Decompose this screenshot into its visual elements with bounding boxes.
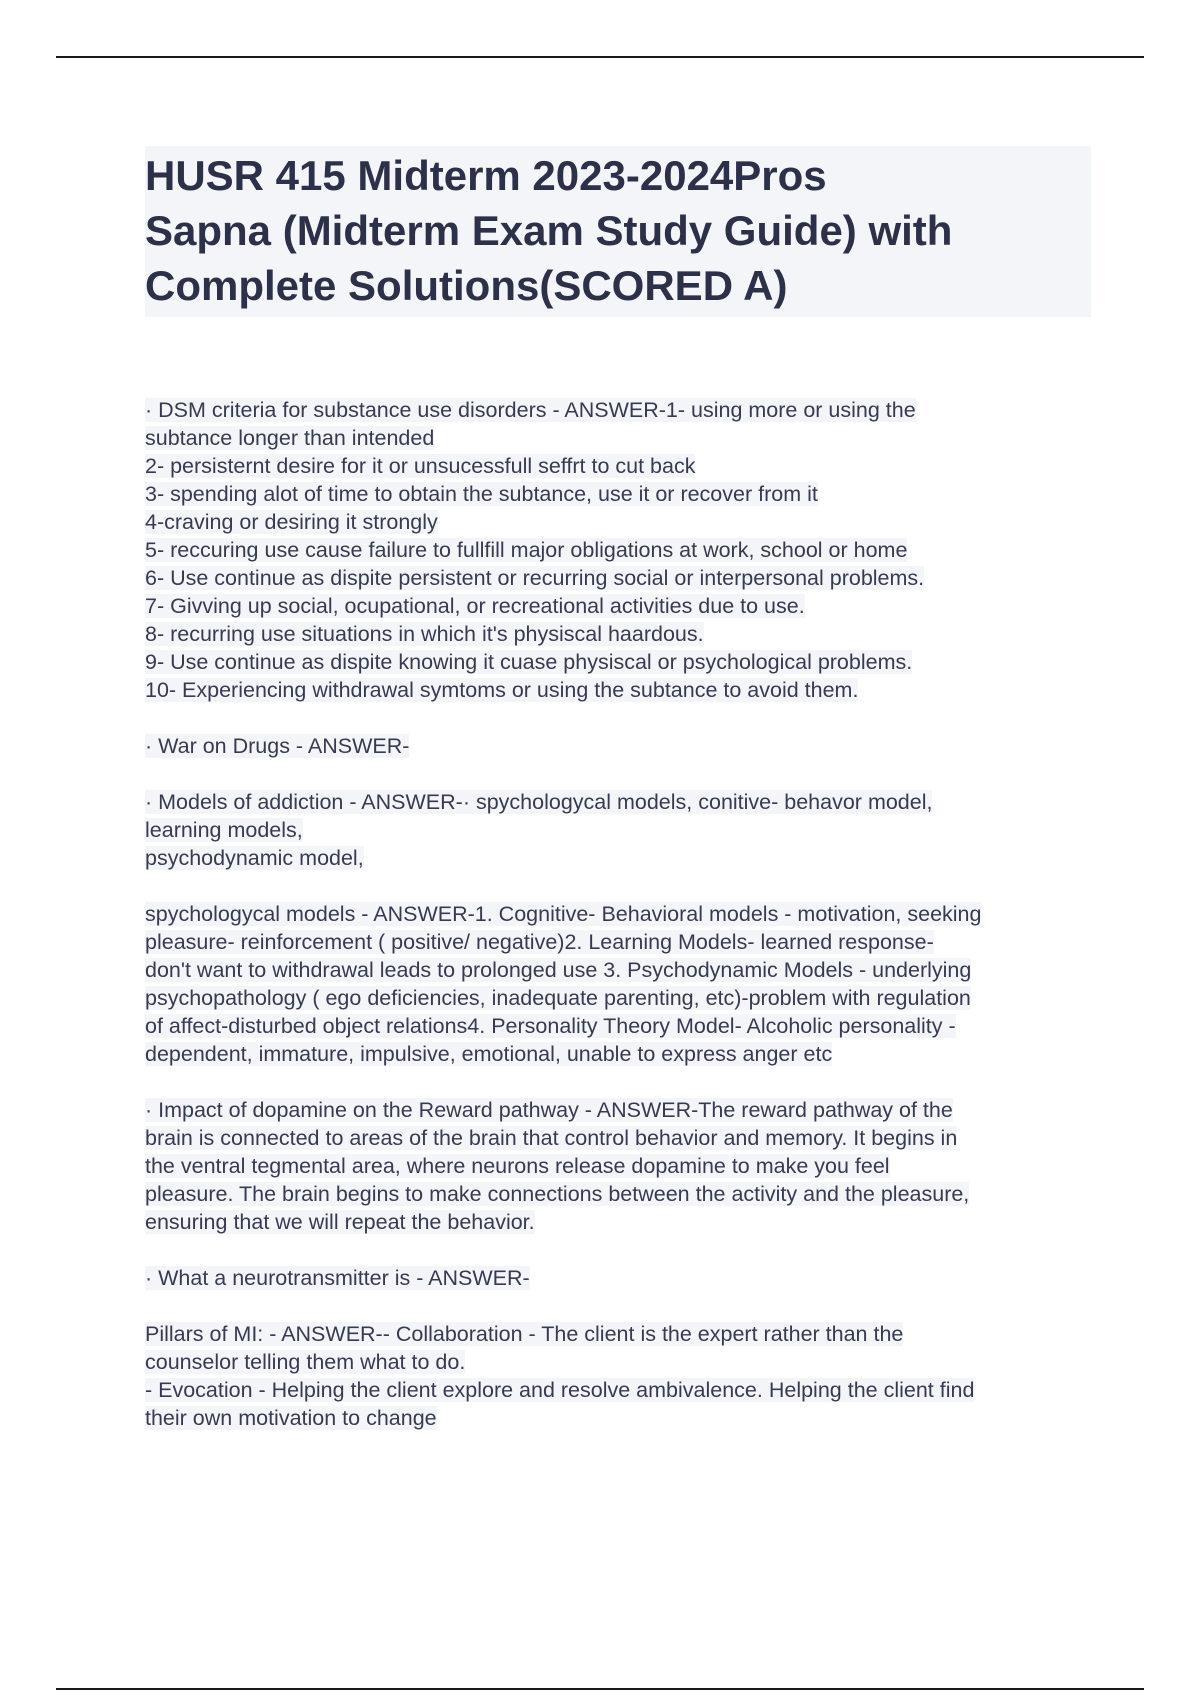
text-line bbox=[145, 788, 1095, 816]
text-line-content: 9- Use continue as dispite knowing it cuase physiscal or psychological problems. bbox=[145, 650, 913, 674]
text-line bbox=[145, 732, 1095, 760]
text-line-content: 7- Givving up social, ocupational, or recreational activities due to use. bbox=[145, 594, 805, 618]
document-body bbox=[145, 396, 1095, 1460]
text-line bbox=[145, 452, 1095, 480]
text-line-content: 3- spending alot of time to obtain the subtance, use it or recover from it bbox=[145, 482, 818, 506]
text-line-content: counselor telling them what to do. bbox=[145, 1350, 466, 1374]
text-line bbox=[145, 1208, 1095, 1236]
text-line-content: dependent, immature, impulsive, emotional, unable to express anger etc bbox=[145, 1042, 833, 1066]
text-line bbox=[145, 564, 1095, 592]
footer-rule bbox=[56, 1688, 1144, 1690]
title-line: HUSR 415 Midterm 2023-2024Pros bbox=[145, 152, 827, 199]
text-line bbox=[145, 1012, 1095, 1040]
text-line-content: ensuring that we will repeat the behavior. bbox=[145, 1210, 535, 1234]
text-line bbox=[145, 536, 1095, 564]
text-line bbox=[145, 1124, 1095, 1152]
text-line bbox=[145, 480, 1095, 508]
text-line-content: spychologycal models - ANSWER-1. Cognitive- Behavioral models - motivation, seeking bbox=[145, 902, 982, 926]
qa-entry bbox=[145, 396, 1095, 704]
text-line bbox=[145, 1404, 1095, 1432]
text-line-content: brain is connected to areas of the brain that control behavior and memory. It begins in bbox=[145, 1126, 958, 1150]
text-line bbox=[145, 1180, 1095, 1208]
qa-entry bbox=[145, 1264, 1095, 1292]
title-line: Sapna (Midterm Exam Study Guide) with bbox=[145, 207, 953, 254]
text-line-content: 8- recurring use situations in which it's physiscal haardous. bbox=[145, 622, 704, 646]
text-line-content: Pillars of MI: - ANSWER-- Collaboration - The client is the expert rather than the bbox=[145, 1322, 904, 1346]
text-line bbox=[145, 928, 1095, 956]
qa-entry bbox=[145, 1096, 1095, 1236]
text-line-content: the ventral tegmental area, where neurons release dopamine to make you feel bbox=[145, 1154, 890, 1178]
text-line bbox=[145, 1376, 1095, 1404]
text-line-content: · War on Drugs - ANSWER- bbox=[145, 734, 410, 758]
text-line-content: 5- reccuring use cause failure to fullfill major obligations at work, school or home bbox=[145, 538, 908, 562]
text-line bbox=[145, 1320, 1095, 1348]
text-line bbox=[145, 1348, 1095, 1376]
text-line bbox=[145, 424, 1095, 452]
qa-entry bbox=[145, 1320, 1095, 1432]
header-rule bbox=[56, 56, 1144, 58]
text-line bbox=[145, 1264, 1095, 1292]
text-line bbox=[145, 1152, 1095, 1180]
text-line bbox=[145, 592, 1095, 620]
document-title bbox=[145, 148, 1087, 313]
text-line-content: psychopathology ( ego deficiencies, inadequate parenting, etc)-problem with regulation bbox=[145, 986, 971, 1010]
text-line bbox=[145, 816, 1095, 844]
text-line-content: of affect-disturbed object relations4. Personality Theory Model- Alcoholic personality - bbox=[145, 1014, 956, 1038]
text-line-content: · Models of addiction - ANSWER-· spychologycal models, conitive- behavor model, bbox=[145, 790, 933, 814]
text-line-content: psychodynamic model, bbox=[145, 846, 364, 870]
text-line-content: pleasure- reinforcement ( positive/ negative)2. Learning Models- learned response- bbox=[145, 930, 934, 954]
text-line bbox=[145, 1096, 1095, 1124]
text-line bbox=[145, 396, 1095, 424]
text-line-content: subtance longer than intended bbox=[145, 426, 435, 450]
text-line bbox=[145, 676, 1095, 704]
text-line bbox=[145, 648, 1095, 676]
text-line-content: 4-craving or desiring it strongly bbox=[145, 510, 438, 534]
qa-entry bbox=[145, 900, 1095, 1068]
text-line bbox=[145, 844, 1095, 872]
text-line-content: · Impact of dopamine on the Reward pathway - ANSWER-The reward pathway of the bbox=[145, 1098, 953, 1122]
title-line: Complete Solutions(SCORED A) bbox=[145, 262, 788, 309]
text-line-content: their own motivation to change bbox=[145, 1406, 437, 1430]
text-line bbox=[145, 984, 1095, 1012]
text-line-content: 6- Use continue as dispite persistent or recurring social or interpersonal problems. bbox=[145, 566, 925, 590]
text-line-content: 2- persisternt desire for it or unsucessfull seffrt to cut back bbox=[145, 454, 696, 478]
text-line-content: pleasure. The brain begins to make connections between the activity and the pleasure, bbox=[145, 1182, 970, 1206]
text-line-content: don't want to withdrawal leads to prolonged use 3. Psychodynamic Models - underlying bbox=[145, 958, 972, 982]
text-line-content: learning models, bbox=[145, 818, 303, 842]
text-line-content: - Evocation - Helping the client explore and resolve ambivalence. Helping the client find bbox=[145, 1378, 975, 1402]
text-line bbox=[145, 956, 1095, 984]
text-line bbox=[145, 508, 1095, 536]
qa-entry bbox=[145, 788, 1095, 872]
text-line bbox=[145, 1040, 1095, 1068]
text-line bbox=[145, 900, 1095, 928]
text-line-content: 10- Experiencing withdrawal symtoms or using the subtance to avoid them. bbox=[145, 678, 859, 702]
qa-entry bbox=[145, 732, 1095, 760]
title-block bbox=[145, 146, 1091, 317]
text-line bbox=[145, 620, 1095, 648]
text-line-content: · What a neurotransmitter is - ANSWER- bbox=[145, 1266, 530, 1290]
text-line-content: · DSM criteria for substance use disorders - ANSWER-1- using more or using the bbox=[145, 398, 916, 422]
